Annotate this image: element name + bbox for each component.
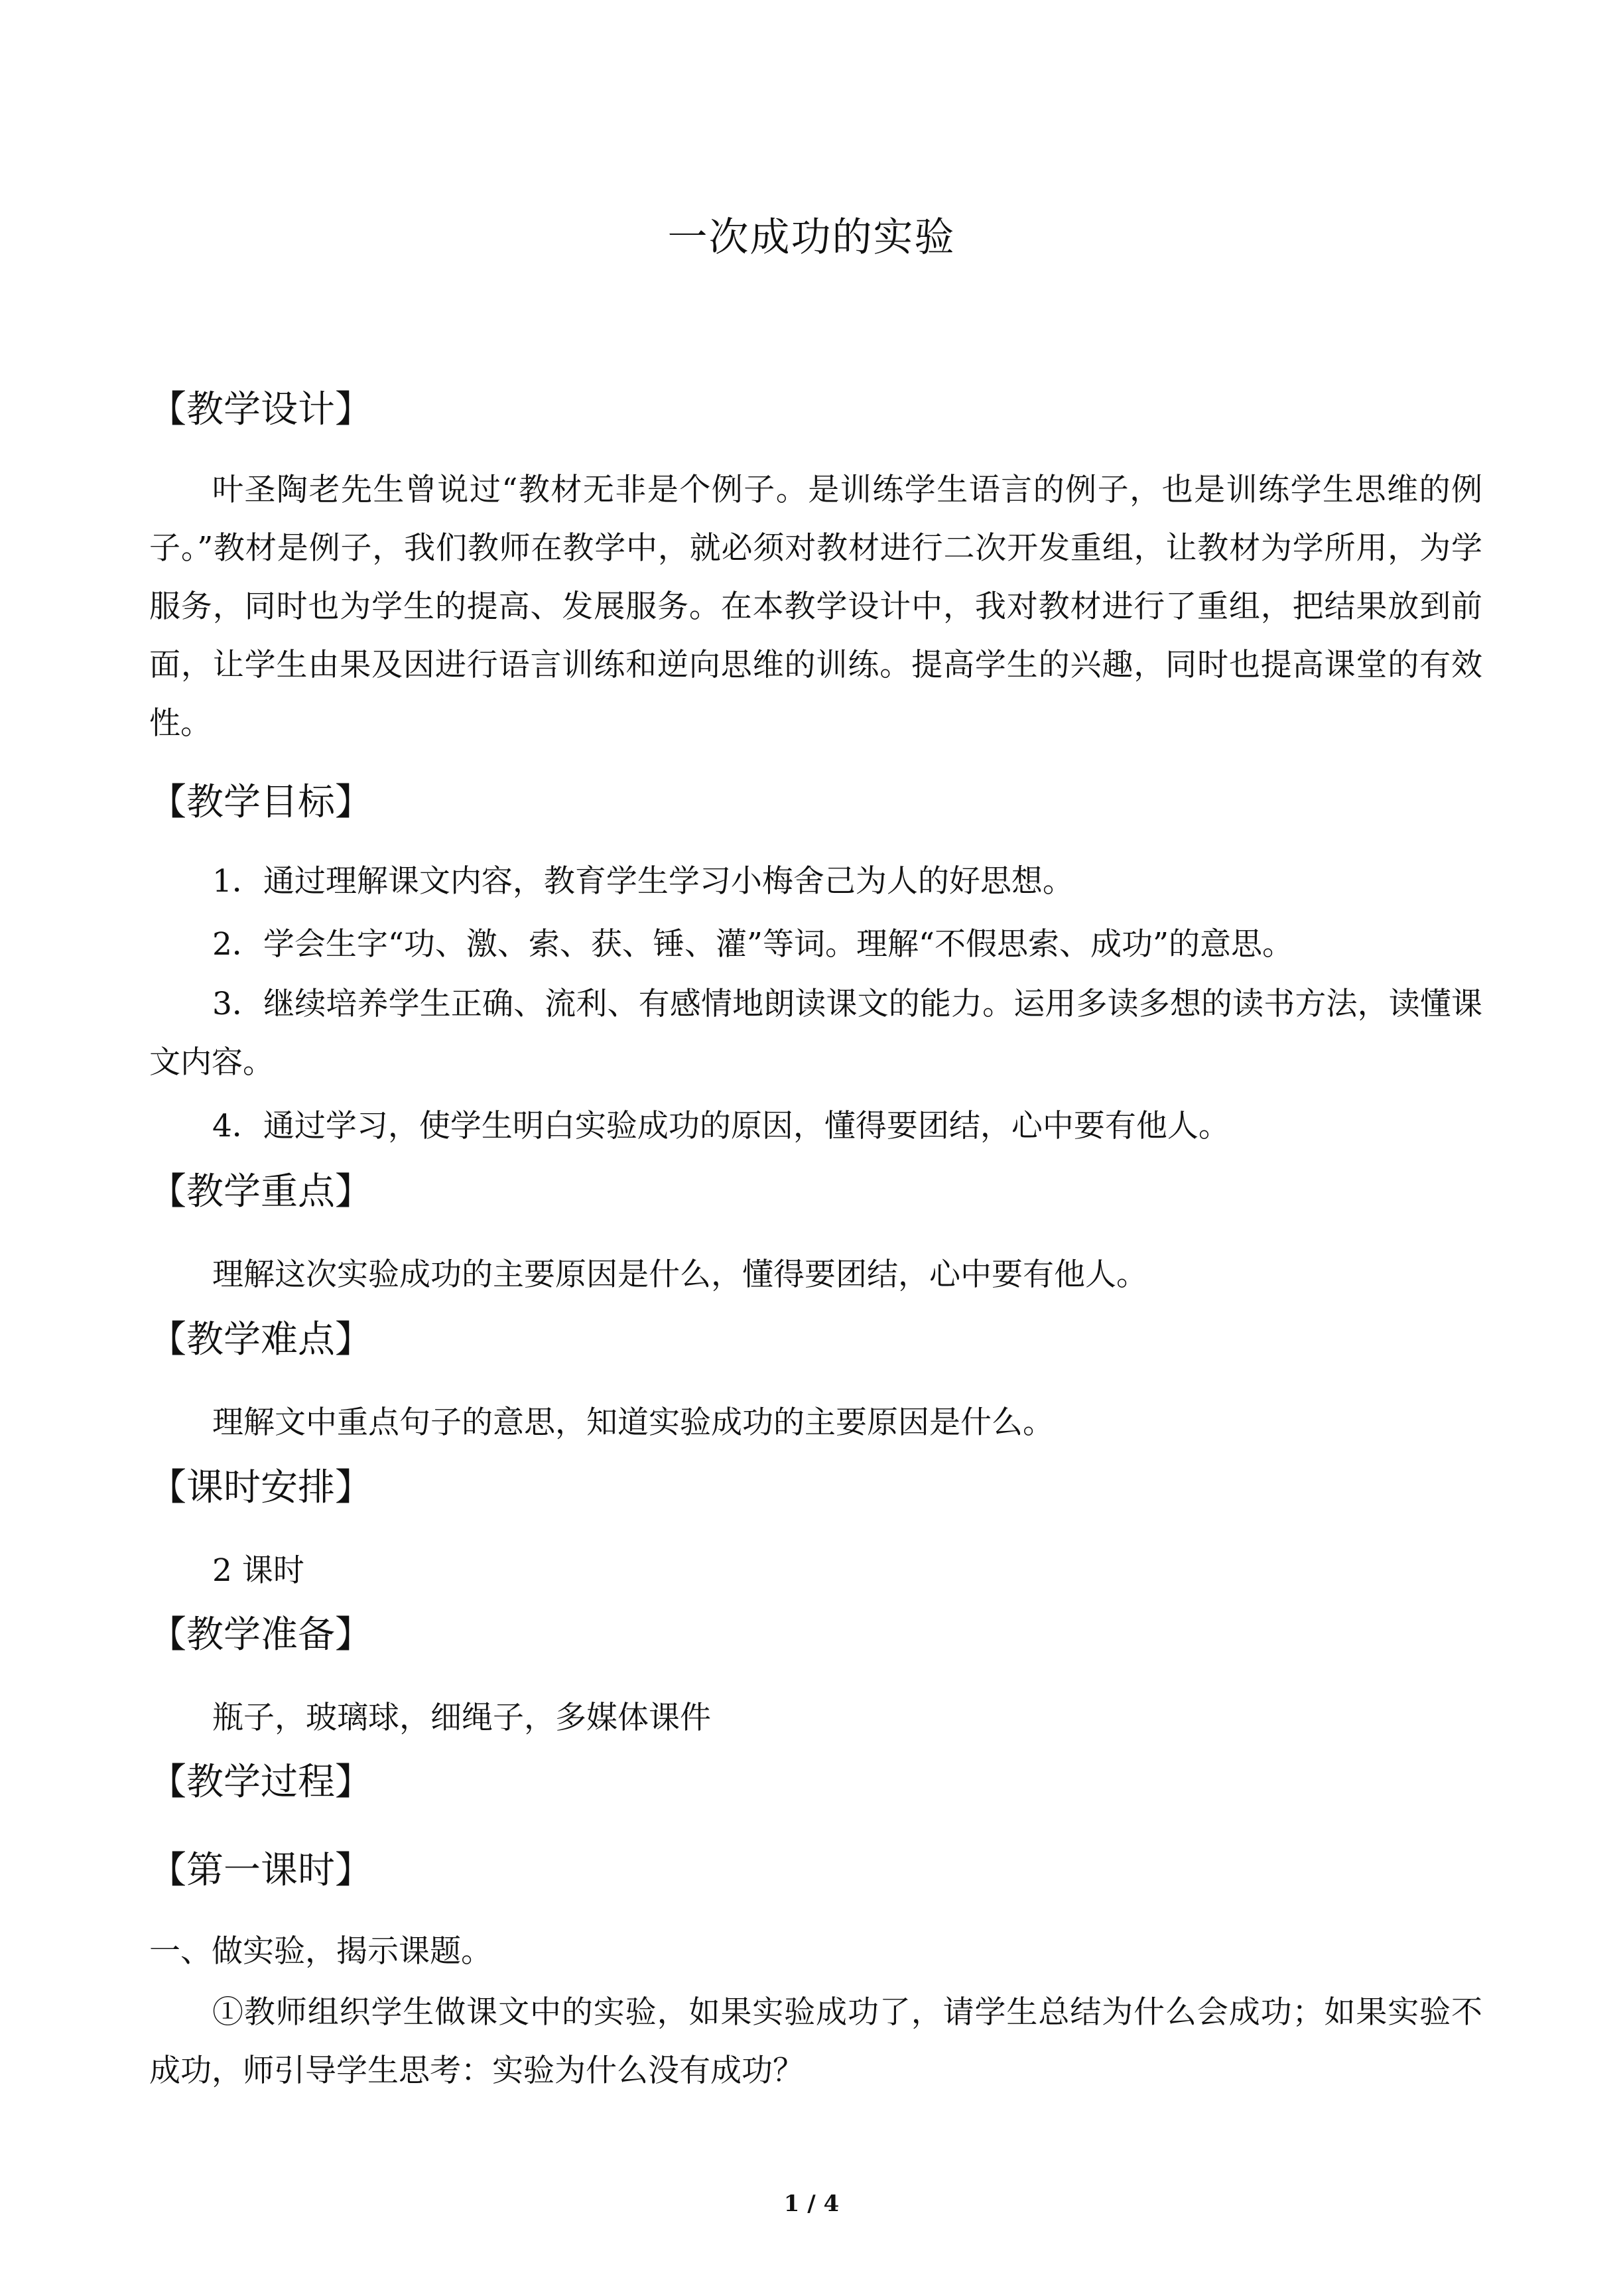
goal-item-3: 3．继续培养学生正确、流利、有感情地朗读课文的能力。运用多读多想的读书方法，读懂课文内容。 xyxy=(149,986,1482,1081)
heading-schedule: 【课时安排】 xyxy=(149,1466,372,1509)
heading-key-points: 【教学重点】 xyxy=(149,1170,372,1213)
heading-process: 【教学过程】 xyxy=(149,1761,372,1804)
paragraph-schedule: 2 课时 xyxy=(212,1552,304,1589)
goal-item-4: 4．通过学习，使学生明白实验成功的原因，懂得要团结，心中要有他人。 xyxy=(212,1108,1230,1144)
paragraph-difficulties: 理解文中重点句子的意思，知道实验成功的主要原因是什么。 xyxy=(212,1404,1054,1441)
goal-item-1: 1．通过理解课文内容，教育学生学习小梅舍己为人的好思想。 xyxy=(212,863,1074,900)
document-title: 一次成功的实验 xyxy=(667,214,956,261)
heading-preparation: 【教学准备】 xyxy=(149,1613,372,1656)
heading-difficulties: 【教学难点】 xyxy=(149,1318,372,1361)
paragraph-key-points: 理解这次实验成功的主要原因是什么，懂得要团结，心中要有他人。 xyxy=(212,1256,1147,1293)
page-number: 1 / 4 xyxy=(783,2191,840,2217)
heading-lesson-1: 【第一课时】 xyxy=(149,1849,372,1892)
paragraph-preparation: 瓶子，玻璃球，细绳子，多媒体课件 xyxy=(212,1700,711,1736)
step-1-paragraph: ①教师组织学生做课文中的实验，如果实验成功了，请学生总结为什么会成功；如果实验不成功，师引导学生思考：实验为什么没有成功？ xyxy=(149,1994,1482,2089)
heading-teaching-goals: 【教学目标】 xyxy=(149,781,372,824)
goal-item-2: 2．学会生字“功、激、索、获、锤、灌”等词。理解“不假思索、成功”的意思。 xyxy=(212,926,1294,963)
step-1-title: 一、做实验，揭示课题。 xyxy=(149,1933,492,1970)
paragraph-teaching-design: 叶圣陶老先生曾说过“教材无非是个例子。是训练学生语言的例子，也是训练学生思维的例子。”教材是例子，我们教师在教学中，就必须对教材进行二次开发重组，让教材为学所用，为学服务，同时也为学生的提高、发展服务。在本教学设计中，我对教材进行了重组，把结果放到前面，让学生由果及因进行语言训练和逆向思维的训练。提高学生的兴趣，同时也提高课堂的有效性。 xyxy=(149,472,1482,742)
heading-teaching-design: 【教学设计】 xyxy=(149,388,372,431)
